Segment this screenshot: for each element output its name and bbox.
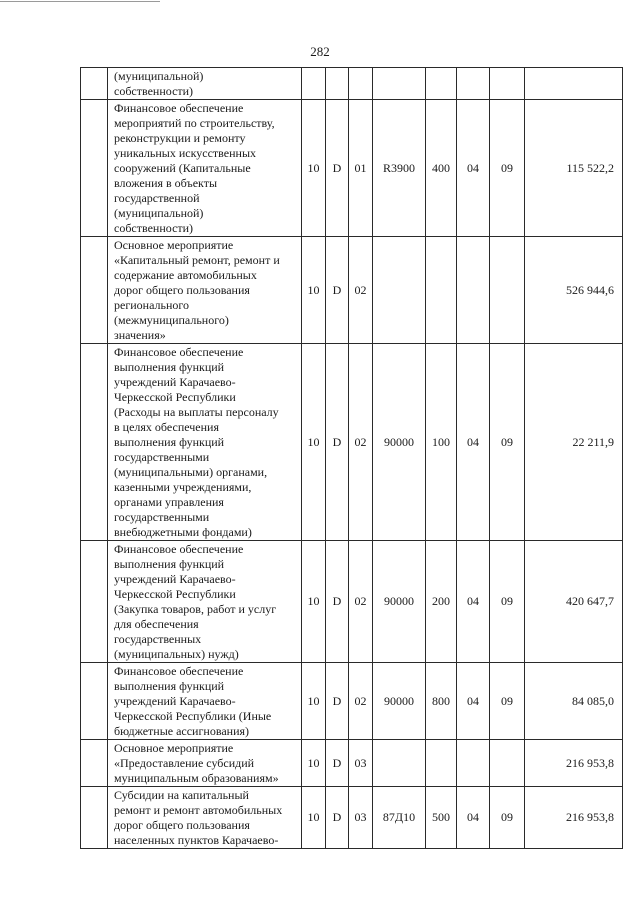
row-number-cell [81,100,108,237]
description-line: (муниципальной) [114,69,204,83]
row-number-cell [81,663,108,740]
chapter-code-cell: 04 [457,787,490,849]
description-line: «Капитальный ремонт, ремонт и [114,253,280,267]
description-line: Финансовое обеспечение [114,345,244,359]
subchapter-code-cell [490,68,525,100]
direction-code-cell: 90000 [373,663,426,740]
subchapter-code-cell: 09 [490,100,525,237]
description-line: значения» [114,328,166,342]
table-row [81,237,623,344]
description-line: выполнения функций [114,679,225,693]
section-code-cell: 10 [302,663,326,740]
description-cell [108,100,302,237]
section-code-cell: 10 [302,740,326,787]
description-cell [108,68,302,100]
direction-code-cell: 90000 [373,344,426,541]
expense-type-code-cell [426,237,457,344]
subprogram-code-cell: 02 [349,344,373,541]
budget-table [80,67,623,849]
direction-code-cell: 87Д10 [373,787,426,849]
program-code-cell: D [326,100,349,237]
chapter-code-cell: 04 [457,344,490,541]
expense-type-code-cell: 400 [426,100,457,237]
subchapter-code-cell: 09 [490,663,525,740]
program-code-cell: D [326,344,349,541]
description-line: (Расходы на выплаты персоналу [114,405,279,419]
description-line: регионального [114,298,190,312]
description-line: выполнения функций [114,557,225,571]
description-line: «Предоставление субсидий [114,756,255,770]
subprogram-code-cell: 01 [349,100,373,237]
description-line: выполнения функций [114,435,225,449]
description-line: учреждений Карачаево- [114,694,236,708]
description-line: собственности) [114,221,194,235]
section-code-cell: 10 [302,787,326,849]
subprogram-code-cell: 03 [349,787,373,849]
description-line: Финансовое обеспечение [114,101,244,115]
subchapter-code-cell: 09 [490,541,525,663]
description-line: Черкесской Республики (Иные [114,709,272,723]
expense-type-code-cell [426,68,457,100]
direction-code-cell [373,740,426,787]
description-line: (муниципальными) органами, [114,465,268,479]
chapter-code-cell: 04 [457,100,490,237]
description-line: населенных пунктов Карачаево- [114,833,279,847]
program-code-cell [326,68,349,100]
subprogram-code-cell: 03 [349,740,373,787]
section-code-cell: 10 [302,541,326,663]
chapter-code-cell: 04 [457,541,490,663]
description-line: Субсидии на капитальный [114,788,249,802]
description-line: государственной [114,191,200,205]
table-row [81,663,623,740]
description-line: органами управления [114,495,224,509]
description-line: уникальных искусственных [114,146,257,160]
description-line: государственными [114,450,210,464]
section-code-cell: 10 [302,237,326,344]
description-line: собственности) [114,84,194,98]
program-code-cell: D [326,663,349,740]
description-line: в целях обеспечения [114,420,219,434]
description-line: (муниципальных) нужд) [114,647,239,661]
amount-cell: 84 085,0 [525,663,623,740]
description-line: бюджетные ассигнования) [114,724,250,738]
chapter-code-cell [457,68,490,100]
amount-cell: 216 953,8 [525,740,623,787]
table-row [81,344,623,541]
description-line: Основное мероприятие [114,238,234,252]
table-row [81,740,623,787]
description-cell [108,787,302,849]
scan-edge-line [0,1,160,2]
amount-cell: 22 211,9 [525,344,623,541]
section-code-cell: 10 [302,100,326,237]
section-code-cell [302,68,326,100]
subchapter-code-cell: 09 [490,787,525,849]
description-line: выполнения функций [114,360,225,374]
direction-code-cell [373,237,426,344]
subchapter-code-cell [490,740,525,787]
description-cell [108,237,302,344]
chapter-code-cell: 04 [457,663,490,740]
description-line: муниципальным образованиям» [114,771,279,785]
description-line: казенными учреждениями, [114,480,252,494]
description-cell [108,663,302,740]
description-line: (межмуниципального) [114,313,229,327]
direction-code-cell: R3900 [373,100,426,237]
description-line: Финансовое обеспечение [114,664,244,678]
program-code-cell: D [326,740,349,787]
subprogram-code-cell: 02 [349,541,373,663]
description-line: вложения в объекты [114,176,218,190]
description-line: ремонт и ремонт автомобильных [114,803,283,817]
description-line: Черкесской Республики [114,390,236,404]
description-line: дорог общего пользования [114,283,250,297]
description-line: дорог общего пользования [114,818,250,832]
amount-cell: 115 522,2 [525,100,623,237]
expense-type-code-cell: 200 [426,541,457,663]
program-code-cell: D [326,787,349,849]
chapter-code-cell [457,740,490,787]
table-row [81,787,623,849]
section-code-cell: 10 [302,344,326,541]
description-cell [108,740,302,787]
subprogram-code-cell: 02 [349,237,373,344]
description-cell [108,344,302,541]
description-line: (Закупка товаров, работ и услуг [114,602,277,616]
program-code-cell: D [326,237,349,344]
page-number: 282 [310,44,330,59]
row-number-cell [81,344,108,541]
subchapter-code-cell: 09 [490,344,525,541]
expense-type-code-cell: 500 [426,787,457,849]
description-line: учреждений Карачаево- [114,572,236,586]
amount-cell: 216 953,8 [525,787,623,849]
row-number-cell [81,68,108,100]
program-code-cell: D [326,541,349,663]
expense-type-code-cell: 800 [426,663,457,740]
expense-type-code-cell: 100 [426,344,457,541]
row-number-cell [81,541,108,663]
description-line: Финансовое обеспечение [114,542,244,556]
subprogram-code-cell [349,68,373,100]
table-row [81,541,623,663]
description-line: Основное мероприятие [114,741,234,755]
description-line: мероприятий по строительству, [114,116,275,130]
description-line: Черкесской Республики [114,587,236,601]
subprogram-code-cell: 02 [349,663,373,740]
description-line: внебюджетными фондами) [114,525,252,539]
description-line: содержание автомобильных [114,268,257,282]
description-line: учреждений Карачаево- [114,375,236,389]
subchapter-code-cell [490,237,525,344]
amount-cell [525,68,623,100]
description-line: государственных [114,632,202,646]
chapter-code-cell [457,237,490,344]
direction-code-cell: 90000 [373,541,426,663]
table-row [81,68,623,100]
row-number-cell [81,740,108,787]
description-line: (муниципальной) [114,206,204,220]
description-line: для обеспечения [114,617,199,631]
description-line: государственными [114,510,210,524]
description-line: сооружений (Капитальные [114,161,251,175]
row-number-cell [81,787,108,849]
amount-cell: 526 944,6 [525,237,623,344]
direction-code-cell [373,68,426,100]
row-number-cell [81,237,108,344]
description-cell [108,541,302,663]
description-line: реконструкции и ремонту [114,131,246,145]
amount-cell: 420 647,7 [525,541,623,663]
expense-type-code-cell [426,740,457,787]
table-row [81,100,623,237]
